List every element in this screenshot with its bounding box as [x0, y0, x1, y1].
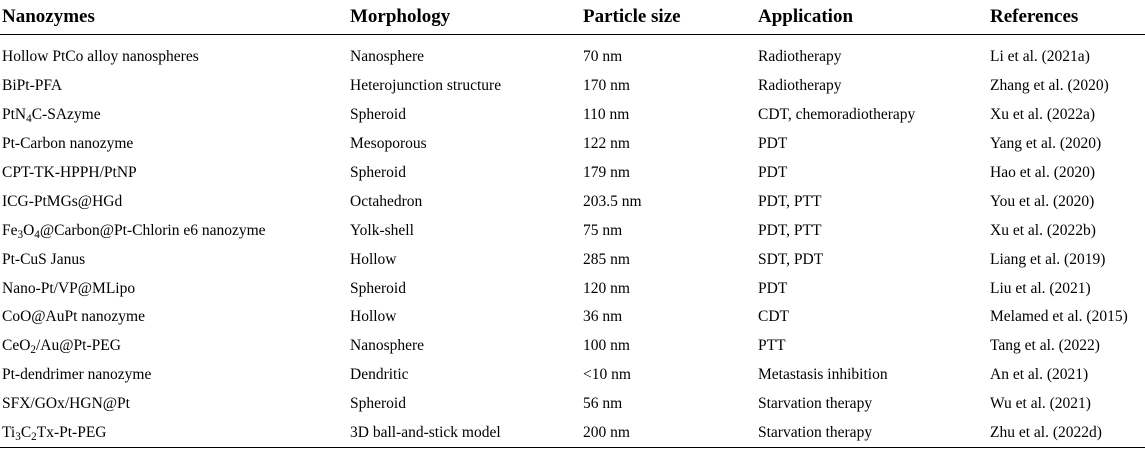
cell-nanozyme: CeO$_2$/Au@Pt-PEG — [2, 337, 121, 357]
cell-application: PDT — [758, 279, 788, 297]
cell-application: CDT — [758, 308, 789, 326]
table-header — [0, 0, 1145, 35]
table-row — [0, 35, 1145, 72]
cell-particle-size: 285 nm — [583, 250, 630, 268]
header-application: Application — [758, 6, 854, 27]
cell-particle-size: 75 nm — [583, 221, 623, 239]
cell-morphology: Spheroid — [350, 279, 406, 297]
cell-application: PTT — [758, 337, 786, 355]
cell-particle-size: 110 nm — [583, 106, 630, 124]
cell-nanozyme: BiPt-PFA — [2, 77, 63, 95]
cell-nanozyme: Pt-dendrimer nanozyme — [2, 366, 152, 384]
cell-nanozyme: CoO@AuPt nanozyme — [2, 308, 145, 326]
header-nanozymes: Nanozymes — [2, 6, 95, 27]
cell-morphology: Spheroid — [350, 164, 406, 181]
cell-application: SDT, PDT — [758, 250, 824, 268]
cell-particle-size: 122 nm — [583, 135, 630, 153]
cell-particle-size: 100 nm — [583, 337, 630, 355]
cell-morphology: Spheroid — [350, 395, 406, 413]
table-row — [0, 361, 1145, 390]
header-references: References — [990, 6, 1079, 27]
cell-application: PDT, PTT — [758, 192, 822, 210]
table-row — [0, 72, 1145, 101]
cell-reference: An et al. (2021) — [990, 366, 1089, 384]
cell-morphology: 3D ball-and-stick model — [350, 424, 501, 442]
table-row — [0, 332, 1145, 361]
table-row — [0, 274, 1145, 303]
cell-reference: You et al. (2020) — [990, 192, 1095, 210]
table-row — [0, 159, 1145, 188]
cell-reference: Wu et al. (2021) — [990, 395, 1091, 413]
cell-nanozyme: Pt-CuS Janus — [2, 250, 86, 268]
cell-morphology: Yolk-shell — [350, 221, 414, 239]
cell-application: PDT — [758, 135, 788, 153]
cell-morphology: Heterojunction structure — [350, 77, 502, 95]
cell-morphology: Octahedron — [350, 192, 423, 210]
cell-morphology: Mesoporous — [350, 135, 427, 153]
cell-application: PDT — [758, 164, 788, 181]
cell-particle-size: 70 nm — [583, 48, 623, 66]
cell-reference: Tang et al. (2022) — [990, 337, 1100, 355]
cell-application: Starvation therapy — [758, 424, 873, 442]
table-row — [0, 303, 1145, 332]
cell-reference: Zhu et al. (2022d) — [990, 424, 1102, 442]
cell-reference: Xu et al. (2022b) — [990, 221, 1096, 239]
cell-particle-size: 170 nm — [583, 77, 630, 95]
table-row — [0, 187, 1145, 216]
cell-application: CDT, chemoradiotherapy — [758, 106, 916, 124]
cell-particle-size: 56 nm — [583, 395, 623, 413]
cell-application: Metastasis inhibition — [758, 366, 888, 384]
cell-reference: Melamed et al. (2015) — [990, 308, 1128, 326]
cell-application: Radiotherapy — [758, 77, 842, 95]
cell-reference: Liang et al. (2019) — [990, 250, 1106, 268]
cell-reference: Xu et al. (2022a) — [990, 106, 1096, 124]
cell-particle-size: 200 nm — [583, 424, 630, 442]
cell-application: Radiotherapy — [758, 48, 842, 66]
cell-nanozyme: PtN$_4$C-SAzyme — [2, 106, 101, 125]
table-body — [0, 35, 1145, 448]
cell-application: PDT, PTT — [758, 221, 822, 239]
cell-morphology: Hollow — [350, 308, 397, 326]
cell-application: Starvation therapy — [758, 395, 873, 413]
cell-morphology: Nanosphere — [350, 337, 425, 355]
cell-reference: Zhang et al. (2020) — [990, 77, 1109, 95]
cell-reference: Hao et al. (2020) — [990, 164, 1096, 181]
table-row — [0, 390, 1145, 419]
cell-nanozyme: Pt-Carbon nanozyme — [2, 135, 134, 153]
table-row — [0, 101, 1145, 130]
cell-nanozyme: Nano-Pt/VP@MLipo — [2, 279, 136, 297]
cell-nanozyme: $Ti_3C_2Tx-Pt$-PEG — [2, 424, 107, 443]
cell-particle-size: <10 nm — [583, 366, 631, 384]
cell-reference: Yang et al. (2020) — [990, 135, 1102, 153]
cell-reference: Li et al. (2021a) — [990, 48, 1090, 66]
cell-nanozyme: ICG-PtMGs@HGd — [2, 192, 123, 210]
cell-particle-size: 203.5 nm — [583, 192, 642, 210]
cell-nanozyme: $Fe_3O_4@Carbon@Pt$-Chlorin e6 nanozyme — [2, 221, 266, 241]
table-row — [0, 216, 1145, 245]
table-row — [0, 130, 1145, 159]
table-row — [0, 419, 1145, 448]
cell-morphology: Nanosphere — [350, 48, 425, 66]
cell-nanozyme: CPT-TK-HPPH/PtNP — [2, 164, 137, 181]
cell-morphology: Hollow — [350, 250, 397, 268]
header-row — [0, 0, 1145, 35]
table-row — [0, 245, 1145, 274]
cell-reference: Liu et al. (2021) — [990, 279, 1091, 297]
cell-nanozyme: SFX/GOx/HGN@Pt — [2, 395, 130, 413]
cell-particle-size: 179 nm — [583, 164, 630, 181]
header-morphology: Morphology — [350, 6, 451, 27]
cell-morphology: Dendritic — [350, 366, 409, 384]
header-particle-size: Particle size — [583, 6, 681, 27]
cell-nanozyme: Hollow PtCo alloy nanospheres — [2, 48, 199, 66]
cell-particle-size: 36 nm — [583, 308, 623, 326]
cell-morphology: Spheroid — [350, 106, 406, 124]
cell-particle-size: 120 nm — [583, 279, 630, 297]
